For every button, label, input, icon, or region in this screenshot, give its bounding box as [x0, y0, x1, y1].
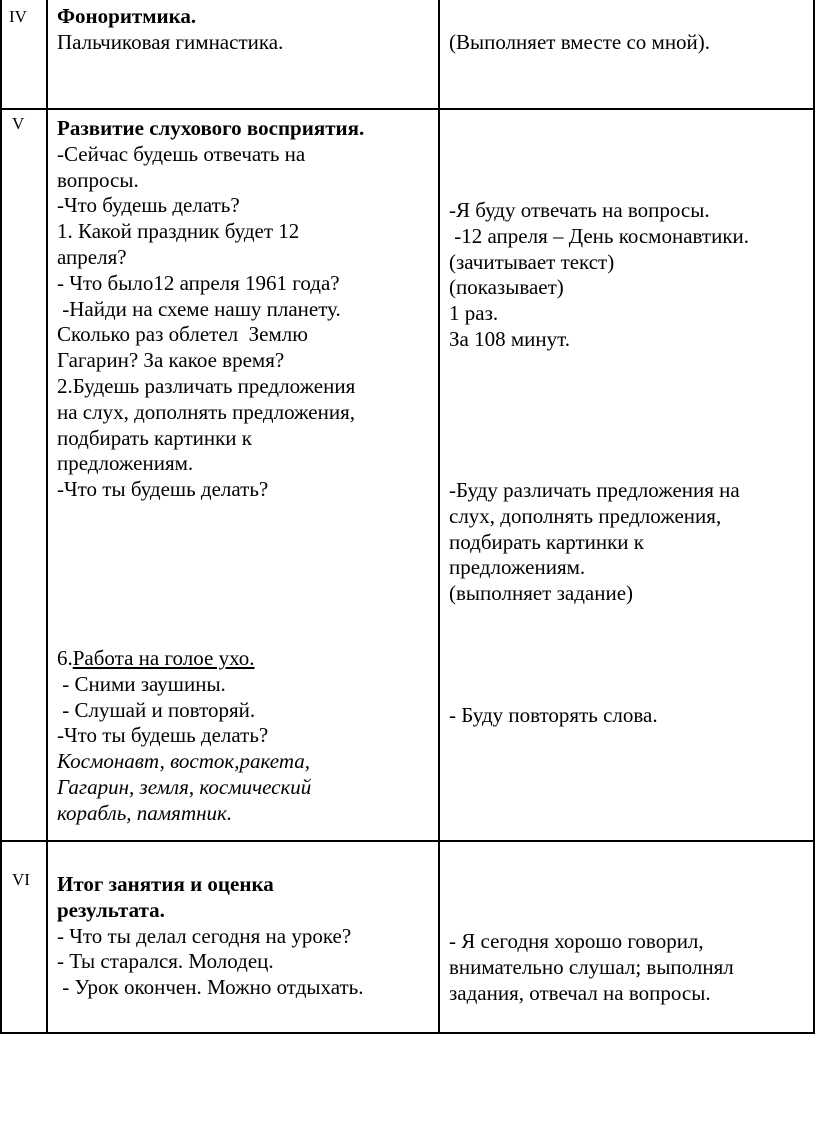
- row-vi-response: [449, 929, 734, 1006]
- row-v-response-a: [449, 198, 749, 353]
- row-vi-line: - Что ты делал сегодня на уроке?: [57, 923, 352, 948]
- row-v-line: - Слушай и повторяй.: [57, 697, 256, 722]
- row-v-line: вопросы.: [57, 167, 139, 192]
- table-border-right: [813, 0, 815, 1034]
- table-border-left: [0, 0, 2, 1034]
- row-vi-response-line: - Я сегодня хорошо говорил,: [449, 929, 704, 953]
- row-vi-response-line: внимательно слушал; выполнял: [449, 954, 734, 979]
- row-divider-1: [0, 108, 815, 110]
- row-vi-line: - Ты старался. Молодец.: [57, 949, 274, 974]
- row-v-activity: [57, 116, 364, 503]
- row-v-response-line: 1 раз.: [449, 301, 499, 326]
- row-v-response-line: (выполняет задание): [449, 581, 634, 606]
- item-6-heading: [57, 646, 311, 672]
- row-v-response-line: -12 апреля – День космонавтики.: [449, 223, 750, 248]
- row-iv-line: Пальчиковая гимнастика.: [57, 29, 284, 54]
- row-v-response-line: За 108 минут.: [449, 326, 570, 351]
- row-divider-2: [0, 840, 815, 842]
- row-v-response-line: слух, дополнять предложения,: [449, 503, 722, 528]
- word-list-line: Гагарин, земля, космический: [57, 774, 312, 799]
- row-v-line: Гагарин? За какое время?: [57, 348, 285, 373]
- row-vi-title: Итог занятия и оценка: [57, 872, 274, 896]
- table-border-bottom: [0, 1032, 815, 1034]
- item-6-number: 6.: [57, 646, 73, 670]
- row-v-line: апреля?: [57, 244, 127, 269]
- row-v-title: Развитие слухового восприятия.: [57, 116, 365, 140]
- row-v-line: - Сними заушины.: [57, 671, 226, 696]
- row-v-line: подбирать картинки к: [57, 425, 252, 450]
- row-vi-line: - Урок окончен. Можно отдыхать.: [57, 975, 364, 1000]
- row-number-iv: IV: [9, 7, 27, 26]
- row-v-line: 2.Будешь различать предложения: [57, 373, 356, 398]
- row-v-response-line: (зачитывает текст): [449, 249, 615, 274]
- row-v-response-c: [449, 703, 658, 729]
- row-iv-activity: [57, 4, 283, 56]
- row-iv-response-line: (Выполняет вместе со мной).: [449, 30, 711, 54]
- row-v-line: Сколько раз облетел Землю: [57, 322, 308, 347]
- row-vi-title: результата.: [57, 897, 165, 922]
- row-v-line: -Что ты будешь делать?: [57, 477, 269, 502]
- row-v-response-line: подбирать картинки к: [449, 529, 644, 554]
- row-v-line: -Сейчас будешь отвечать на: [57, 141, 306, 166]
- row-vi-response-line: задания, отвечал на вопросы.: [449, 980, 711, 1005]
- row-number-vi: VI: [12, 870, 30, 889]
- row-v-response-line: предложениям.: [449, 555, 586, 580]
- row-iv-title: Фоноритмика.: [57, 4, 197, 28]
- row-v-line: - Что было12 апреля 1961 года?: [57, 270, 340, 295]
- row-v-response-line: - Буду повторять слова.: [449, 703, 658, 727]
- column-divider-2: [438, 0, 440, 1034]
- row-v-line: 1. Какой праздник будет 12: [57, 219, 300, 244]
- column-divider-1: [46, 0, 48, 1034]
- word-list-line: Космонавт, восток,ракета,: [57, 749, 311, 774]
- row-v-response-line: -Буду различать предложения на: [449, 478, 740, 502]
- row-v-line: на слух, дополнять предложения,: [57, 399, 355, 424]
- row-iv-response: [449, 30, 710, 56]
- row-v-line: -Что будешь делать?: [57, 193, 240, 218]
- row-v-line: -Что ты будешь делать?: [57, 723, 269, 748]
- row-v-line: -Найди на схеме нашу планету.: [57, 296, 341, 321]
- word-list-line: корабль, памятник.: [57, 800, 233, 825]
- row-v-response-b: [449, 478, 740, 607]
- item-6-title: Работа на голое ухо.: [72, 646, 255, 670]
- row-number-v: V: [12, 114, 25, 133]
- row-v-activity-part2: [57, 646, 311, 827]
- row-v-line: предложениям.: [57, 451, 194, 476]
- row-vi-activity: [57, 872, 364, 1001]
- row-v-response-line: (показывает): [449, 275, 564, 300]
- row-v-response-line: -Я буду отвечать на вопросы.: [449, 198, 710, 222]
